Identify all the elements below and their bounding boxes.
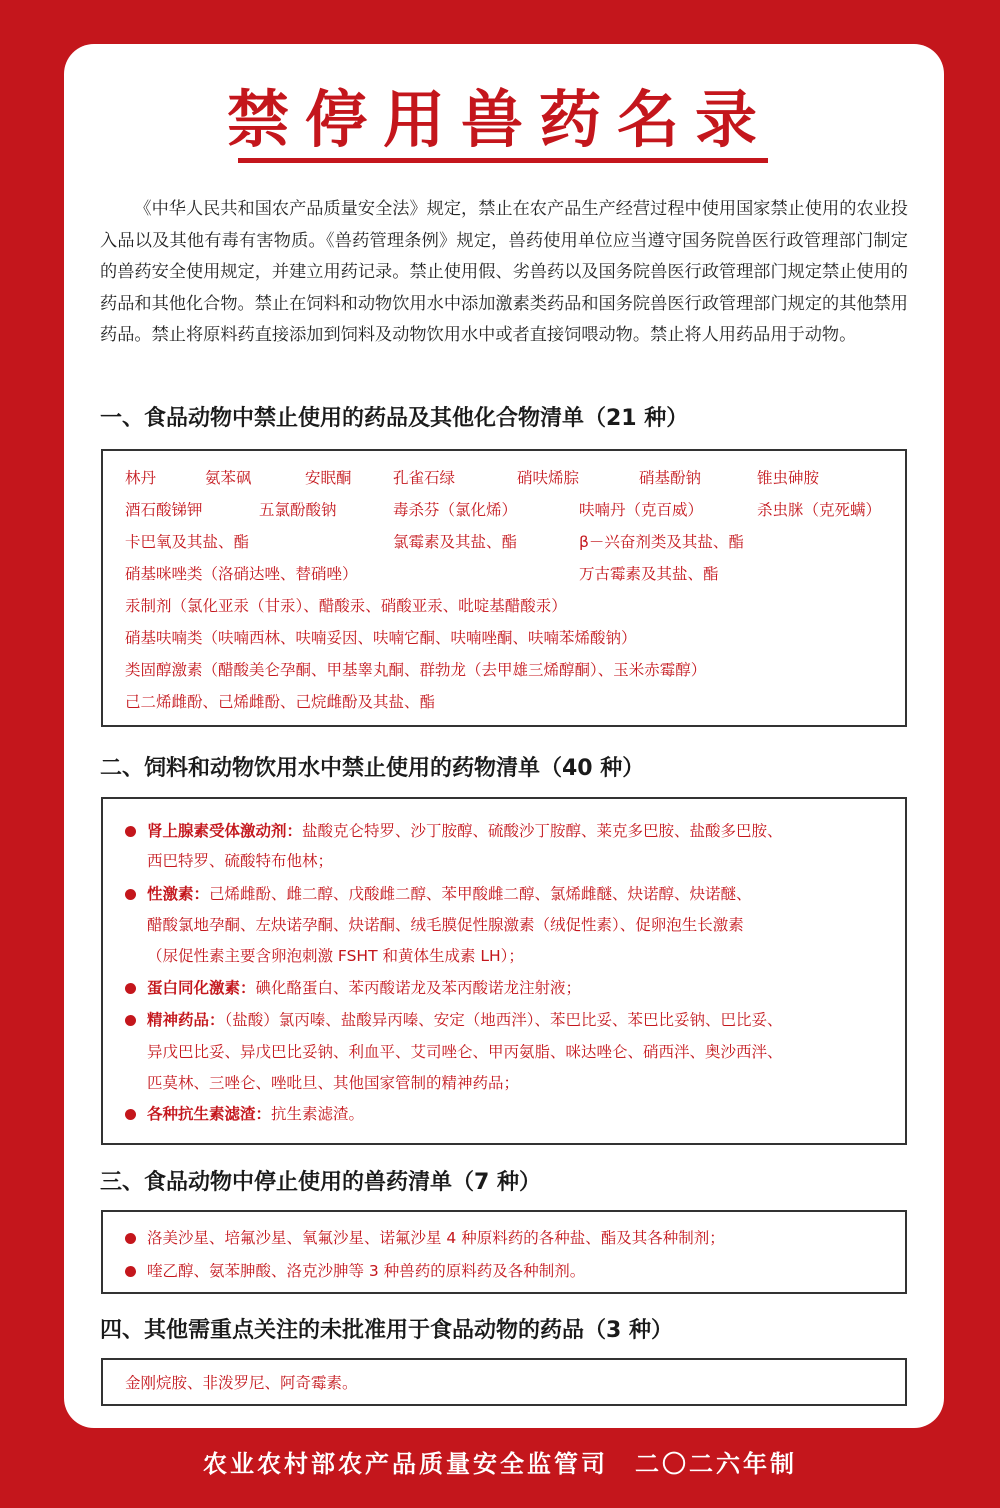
bullet-dot-icon xyxy=(125,1233,136,1244)
section-3-title: 三、食品动物中停止使用的兽药清单（7 种） xyxy=(100,1170,541,1195)
list-item: 卡巴氧及其盐、酯 xyxy=(125,533,250,551)
list-item: 毒杀芬（氯化烯） xyxy=(393,501,518,519)
section-1-box xyxy=(101,449,907,727)
bullet-dot-icon xyxy=(125,1015,136,1026)
bullet-text: 抗生素滤渣。 xyxy=(271,1105,365,1123)
list-item: 硝基咪唑类（洛硝达唑、替硝唑） xyxy=(125,565,358,583)
section-2-title: 二、饲料和动物饮用水中禁止使用的药物清单（40 种） xyxy=(100,756,645,781)
list-item: 氯霉素及其盐、酯 xyxy=(393,533,518,551)
bullet-text: 洛美沙星、培氟沙星、氧氟沙星、诺氟沙星 4 种原料药的各种盐、酯及其各种制剂； xyxy=(147,1229,725,1247)
bullet-text: 碘化酪蛋白、苯丙酸诺龙及苯丙酸诺龙注射液； xyxy=(255,979,582,997)
bullet-dot-icon xyxy=(125,826,136,837)
list-item: 林丹 xyxy=(125,469,157,487)
list-item: 五氯酚酸钠 xyxy=(259,501,337,519)
bullet-text: 盐酸克仑特罗、沙丁胺醇、硫酸沙丁胺醇、莱克多巴胺、盐酸多巴胺、 xyxy=(302,822,783,840)
bullet-text: 喹乙醇、氨苯胂酸、洛克沙胂等 3 种兽药的原料药及各种制剂。 xyxy=(147,1262,586,1280)
title-underline xyxy=(238,158,768,163)
section-4-title: 四、其他需重点关注的未批准用于食品动物的药品（3 种） xyxy=(100,1318,673,1343)
bullet-dot-icon xyxy=(125,983,136,994)
bullet-head: 肾上腺素受体激动剂： xyxy=(147,822,303,840)
bullet-text: （盐酸）氯丙嗪、盐酸异丙嗪、安定（地西泮）、苯巴比妥、苯巴比妥钠、巴比妥、 xyxy=(224,1011,783,1029)
list-item: 己二烯雌酚、己烯雌酚、己烷雌酚及其盐、酯 xyxy=(125,693,436,711)
list-item: 锥虫砷胺 xyxy=(757,469,820,487)
list-item: 硝基呋喃类（呋喃西林、呋喃妥因、呋喃它酮、呋喃唑酮、呋喃苯烯酸钠） xyxy=(125,629,637,647)
bullet-text: 西巴特罗、硫酸特布他林； xyxy=(147,852,334,870)
list-item: 酒石酸锑钾 xyxy=(125,501,203,519)
section-2-box xyxy=(101,797,907,1145)
bullet-head: 性激素： xyxy=(147,885,210,903)
intro-paragraph: 《中华人民共和国农产品质量安全法》规定，禁止在农产品生产经营过程中使用国家禁止使用的农业投入品以及其他有毒有害物质。《兽药管理条例》规定，兽药使用单位应当遵守国务院兽医行政管理部门制定的兽药安全使用规定，并建立用药记录。禁止使用假、劣兽药以及国务院兽医行政管理部门规定禁止使用的药品和其他化合物。禁止在饲料和动物饮用水中添加激素类药品和国务院兽医行政管理部门规定的其他禁用药品。禁止将原料药直接添加到饲料及动物饮用水中或者直接饲喂动物。禁止将人用药品用于动物。 xyxy=(100,199,908,345)
bullet-head: 蛋白同化激素： xyxy=(147,979,256,997)
list-item: 氨苯砜 xyxy=(205,469,252,487)
list-item: 硝呋烯腙 xyxy=(517,469,580,487)
bullet-head: 各种抗生素滤渣： xyxy=(147,1105,272,1123)
list-item: 汞制剂（氯化亚汞（甘汞）、醋酸汞、硝酸亚汞、吡啶基醋酸汞） xyxy=(125,597,567,615)
section-1-title: 一、食品动物中禁止使用的药品及其他化合物清单（21 种） xyxy=(100,406,689,431)
bullet-dot-icon xyxy=(125,889,136,900)
list-item: 呋喃丹（克百威） xyxy=(579,501,704,519)
list-item: 杀虫脒（克死螨） xyxy=(757,501,882,519)
page-title: 禁停用兽药名录 xyxy=(226,83,773,156)
list-item: β－兴奋剂类及其盐、酯 xyxy=(579,533,744,551)
section-3-box xyxy=(101,1210,907,1294)
list-item: 孔雀石绿 xyxy=(393,469,456,487)
bullet-text: 异戊巴比妥、异戊巴比妥钠、利血平、艾司唑仑、甲丙氨脂、咪达唑仑、硝西泮、奥沙西泮、 xyxy=(147,1043,783,1061)
list-item: 安眠酮 xyxy=(305,469,352,487)
list-item: 类固醇激素（醋酸美仑孕酮、甲基睾丸酮、群勃龙（去甲雄三烯醇酮）、玉米赤霉醇） xyxy=(125,661,707,679)
bullet-text: 醋酸氯地孕酮、左炔诺孕酮、炔诺酮、绒毛膜促性腺激素（绒促性素）、促卵泡生长激素 xyxy=(147,916,744,934)
bullet-text: 己烯雌酚、雌二醇、戊酸雌二醇、苯甲酸雌二醇、氯烯雌醚、炔诺醇、炔诺醚、 xyxy=(209,885,752,903)
list-item: 金刚烷胺、非泼罗尼、阿奇霉素。 xyxy=(125,1374,358,1392)
list-item: 硝基酚钠 xyxy=(639,469,702,487)
bullet-dot-icon xyxy=(125,1109,136,1120)
bullet-text: （尿促性素主要含卵泡刺激 FSHT 和黄体生成素 LH）； xyxy=(147,947,524,965)
bullet-dot-icon xyxy=(125,1266,136,1277)
footer-issuer: 农业农村部农产品质量安全监管司 二〇二六年制 xyxy=(203,1449,797,1478)
section-4-box xyxy=(101,1358,907,1406)
bullet-text: 匹莫林、三唑仑、唑吡旦、其他国家管制的精神药品； xyxy=(147,1074,520,1092)
bullet-head: 精神药品： xyxy=(147,1011,225,1029)
list-item: 万古霉素及其盐、酯 xyxy=(579,565,719,583)
